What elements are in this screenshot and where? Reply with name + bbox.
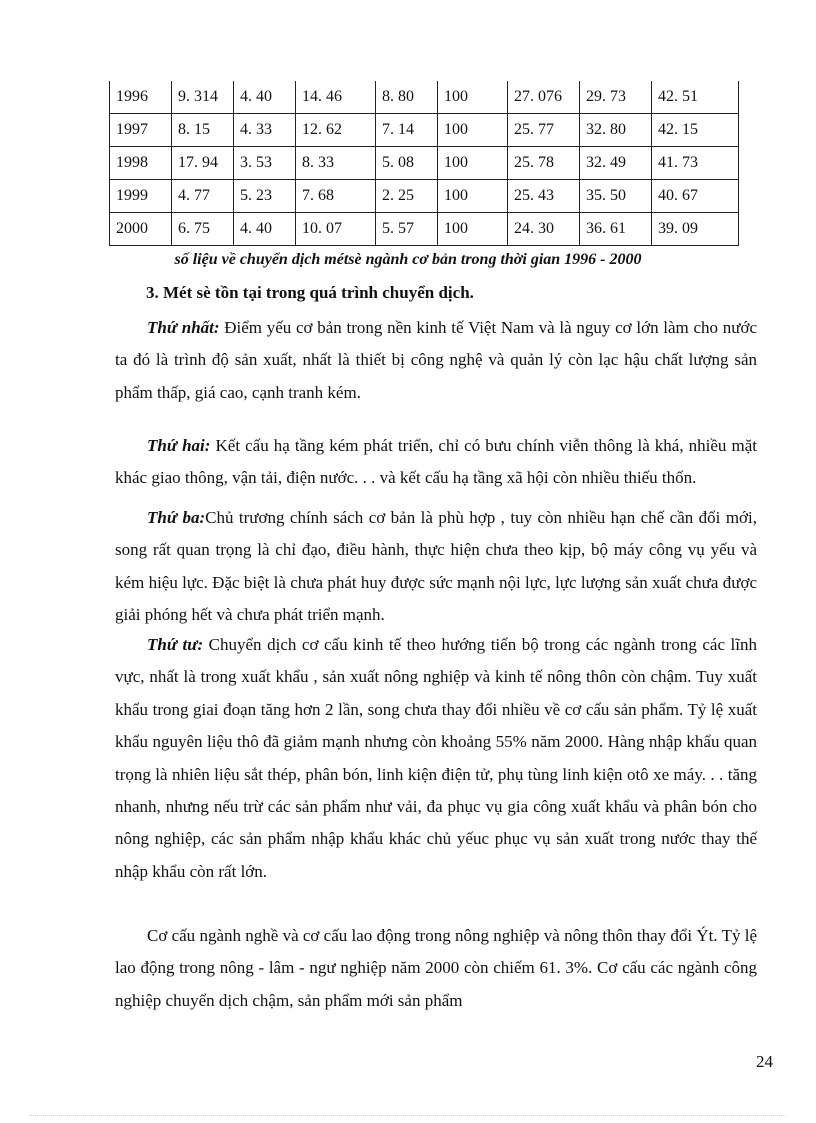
- table-cell: 100: [438, 147, 508, 180]
- paragraph-thu-nhat: [115, 312, 757, 409]
- table-cell-year: 1996: [110, 81, 172, 114]
- table-cell: 36. 61: [580, 213, 652, 246]
- table-cell: 100: [438, 180, 508, 213]
- table-cell: 6. 75: [172, 213, 234, 246]
- table-cell: 27. 076: [508, 81, 580, 114]
- table-cell: 8. 33: [296, 147, 376, 180]
- table-cell: 8. 80: [376, 81, 438, 114]
- table-cell: 35. 50: [580, 180, 652, 213]
- table-cell: 25. 78: [508, 147, 580, 180]
- table-cell: 4. 40: [234, 213, 296, 246]
- paragraph-thu-tu: [115, 629, 757, 888]
- paragraph-thu-ba: [115, 502, 757, 632]
- table-cell: 42. 51: [652, 81, 739, 114]
- table-cell: 100: [438, 114, 508, 147]
- table-cell: 3. 53: [234, 147, 296, 180]
- paragraph-text: Điểm yếu cơ bản trong nền kinh tế Việt Nam và là nguy cơ lớn làm cho nước ta đó là trình độ sản xuất, nhất là thiết bị công nghệ và quản lý còn lạc hậu chất lượng sản phẩm thấp, giá cao, cạnh tranh kém.: [115, 318, 757, 402]
- table-cell: 12. 62: [296, 114, 376, 147]
- section-heading: 3. Mét sè tồn tại trong quá trình chuyển dịch.: [146, 283, 474, 302]
- paragraph-lead: Thứ tư:: [147, 635, 204, 654]
- table-row: [110, 213, 739, 246]
- table-cell: 40. 67: [652, 180, 739, 213]
- paragraph-lead: Thứ nhất:: [147, 318, 220, 337]
- page-number: 24: [756, 1052, 773, 1071]
- table-cell: 41. 73: [652, 147, 739, 180]
- table-cell: 42. 15: [652, 114, 739, 147]
- table-cell-year: 1998: [110, 147, 172, 180]
- table-cell: 5. 57: [376, 213, 438, 246]
- table-cell: 39. 09: [652, 213, 739, 246]
- paragraph-lead: Thứ hai:: [147, 436, 211, 455]
- table-cell: 9. 314: [172, 81, 234, 114]
- paragraph-text: Chủ trương chính sách cơ bản là phù hợp , tuy còn nhiều hạn chế cần đổi mới, song rất quan trọng là chỉ đạo, điều hành, thực hiện chưa theo kịp, bộ máy công vụ yếu và kém hiệu lực. Đặc biệt là chưa phát huy được sức mạnh nội lực, lực lượng sản xuất chưa được giải phóng hết và chưa phát triển mạnh.: [115, 508, 758, 625]
- table-cell: 10. 07: [296, 213, 376, 246]
- table-cell: 8. 15: [172, 114, 234, 147]
- paragraph-co-cau: [115, 920, 757, 1017]
- table-cell-year: 1999: [110, 180, 172, 213]
- table-cell: 4. 77: [172, 180, 234, 213]
- paragraph-lead: Thứ ba:: [147, 508, 206, 527]
- table-cell: 24. 30: [508, 213, 580, 246]
- table-cell-year: 2000: [110, 213, 172, 246]
- paragraph-text: Kết cấu hạ tầng kém phát triển, chỉ có bưu chính viễn thông là khá, nhiều mặt khác giao thông, vận tải, điện nước. . . và kết cấu hạ tầng xã hội còn nhiều thiếu thốn.: [115, 436, 757, 488]
- table-row: [110, 180, 739, 213]
- table-cell: 7. 68: [296, 180, 376, 213]
- table-cell: 32. 49: [580, 147, 652, 180]
- paragraph-text: Cơ cấu ngành nghề và cơ cấu lao động trong nông nghiệp và nông thôn thay đổi Ýt. Tỷ lệ lao động trong nông - lâm - ngư nghiệp năm 2000 còn chiếm 61. 3%. Cơ cấu các ngành công nghiệp chuyển dịch chậm, sản phẩm mới sản phẩm: [115, 926, 757, 1010]
- paragraph-text: Chuyển dịch cơ cấu kinh tế theo hướng tiến bộ trong các ngành trong các lĩnh vực, nhất là trong xuất khẩu , sản xuất nông nghiệp và kinh tế nông thôn còn chậm. Tuy xuất khẩu trong giai đoạn tăng hơn 2 lần, song chưa thay đổi nhiều về cơ cấu sản phẩm. Tỷ lệ xuất khẩu nguyên liệu thô đã giảm mạnh nhưng còn khoảng 55% năm 2000. Hàng nhập khẩu quan trọng là nhiên liệu sắt thép, phân bón, linh kiện điện tử, phụ tùng linh kiện otô xe máy. . . tăng nhanh, nhưng nếu trừ các sản phẩm như vải, đa phục vụ gia công xuất khẩu và phân bón cho nông nghiệp, các sản phẩm nhập khẩu khác chủ yếuc phục vụ sản xuất trong nước thay thế nhập khẩu còn rất lớn.: [115, 635, 757, 881]
- table-row: [110, 114, 739, 147]
- data-table: [109, 81, 739, 246]
- table-caption: số liệu về chuyển dịch métsè ngành cơ bản trong thời gian 1996 - 2000: [174, 251, 642, 268]
- table-row: [110, 81, 739, 114]
- table-cell: 100: [438, 213, 508, 246]
- paragraph-thu-hai: [115, 430, 757, 495]
- table-cell: 29. 73: [580, 81, 652, 114]
- table-cell: 5. 08: [376, 147, 438, 180]
- table-cell: 14. 46: [296, 81, 376, 114]
- table-cell: 5. 23: [234, 180, 296, 213]
- table-cell: 25. 77: [508, 114, 580, 147]
- table-cell: 25. 43: [508, 180, 580, 213]
- table-cell: 4. 33: [234, 114, 296, 147]
- table-cell: 32. 80: [580, 114, 652, 147]
- table-cell: 7. 14: [376, 114, 438, 147]
- table-cell: 4. 40: [234, 81, 296, 114]
- table-row: [110, 147, 739, 180]
- table-cell: 17. 94: [172, 147, 234, 180]
- table-cell: 100: [438, 81, 508, 114]
- footer-divider: [30, 1115, 786, 1116]
- table-cell-year: 1997: [110, 114, 172, 147]
- table-cell: 2. 25: [376, 180, 438, 213]
